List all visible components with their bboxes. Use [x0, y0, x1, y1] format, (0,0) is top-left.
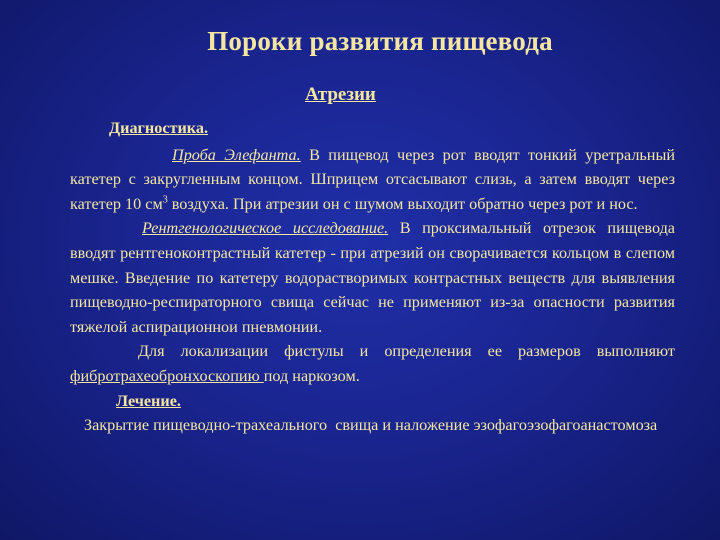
paragraph-text: В проксимальный отрезок пищевода вводят рентгеноконтрастный катетер - при атрезий он сворачивается кольцом в слепом мешке. Введение по катетеру водорастворимых контрастных веществ для выявления пищеводно-респираторного свища сейчас не применяют из-за опасности развития тяжелой аспирационнои пневмонии. [70, 219, 675, 336]
superscript: 3 [162, 194, 168, 206]
slide-subtitle: Атрезии [305, 84, 376, 105]
term-xray-study: Рентгенологическое исследование. [142, 219, 389, 238]
slide-body [70, 116, 675, 438]
paragraph-text: воздуха. При атрезии он с шумом выходит обратно через рот и нос. [167, 194, 638, 213]
paragraph-treatment [70, 413, 675, 438]
treatment-heading: Лечение. [116, 391, 181, 410]
paragraph-elephant-test [70, 143, 675, 217]
paragraph-text: под наркозом. [263, 366, 360, 385]
paragraph-xray [70, 216, 675, 339]
paragraph-text: В пищевод через рот вводят тонкий уретральный катетер с закругленным концом. Шприцем отсасывают слизь, а затем вводят через катетер 10 см [70, 145, 675, 213]
slide-title: Пороки развития пищевода [207, 26, 553, 56]
term-elephant-test: Проба Элефанта. [172, 145, 301, 164]
paragraph-text: Закрытие пищеводно-трахеального свища и наложение эзофагоэзофагоанастомоза [84, 416, 658, 435]
paragraph-fistula [70, 339, 675, 388]
diagnostics-heading: Диагностика. [109, 119, 209, 137]
paragraph-text: Для локализации фистулы и определения ее размеров выполняют [138, 342, 675, 361]
term-bronchoscopy: фибротрахеобронхоскопию [70, 366, 264, 385]
